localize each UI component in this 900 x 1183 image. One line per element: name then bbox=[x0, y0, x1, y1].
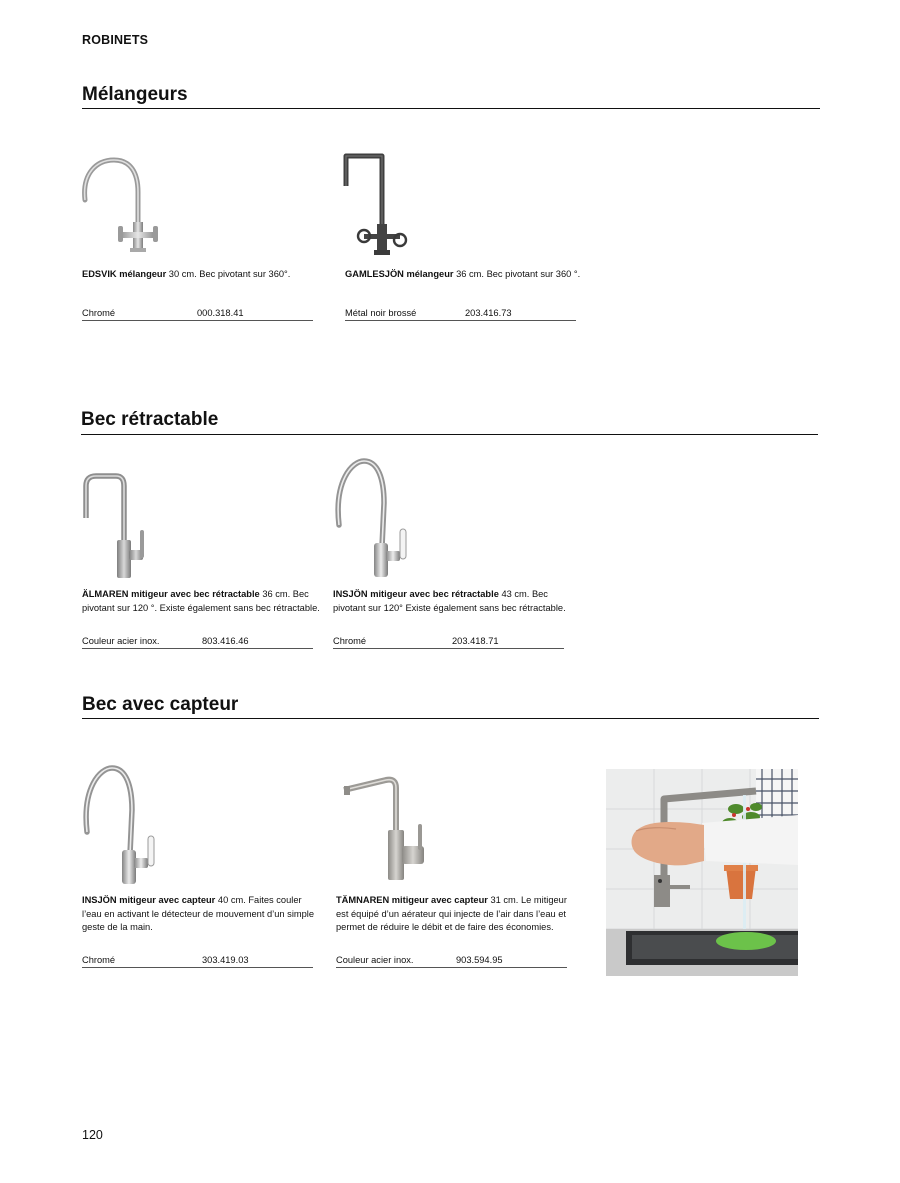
kitchen-sink-sensor-faucet-photo bbox=[606, 769, 798, 976]
product-name: INSJÖN mitigeur avec bec rétractable bbox=[333, 589, 499, 599]
variant-row bbox=[336, 955, 567, 968]
section-divider bbox=[82, 108, 820, 109]
product-gamlesjon bbox=[345, 268, 585, 282]
product-description: 36 cm. Bec pivotant sur 120 °. Existe également sans bec rétractable. bbox=[82, 589, 320, 613]
gooseneck-chrome-faucet-icon bbox=[80, 762, 160, 888]
variant-finish: Chromé bbox=[82, 308, 116, 318]
article-number: 903.594.95 bbox=[456, 955, 503, 965]
variant-finish: Chromé bbox=[82, 955, 116, 965]
section-title-bec-avec-capteur: Bec avec capteur bbox=[82, 694, 239, 715]
product-description: 40 cm. Faites couler l’eau en activant le détecteur de mouvement d’un simple geste de la main. bbox=[82, 895, 315, 933]
product-name: INSJÖN mitigeur avec capteur bbox=[82, 895, 216, 905]
article-number: 203.416.73 bbox=[465, 308, 512, 318]
variant-finish: Couleur acier inox. bbox=[82, 636, 160, 646]
variant-row bbox=[82, 636, 313, 649]
angular-steel-faucet-icon bbox=[80, 470, 154, 582]
product-almaren bbox=[82, 588, 322, 615]
variant-finish: Couleur acier inox. bbox=[336, 955, 414, 965]
product-name: TÄMNAREN mitigeur avec capteur bbox=[336, 895, 488, 905]
product-name: EDSVIK mélangeur bbox=[82, 269, 167, 279]
article-number: 203.418.71 bbox=[452, 636, 499, 646]
product-description: 36 cm. Bec pivotant sur 360 °. bbox=[453, 269, 581, 279]
variant-row bbox=[82, 308, 313, 321]
product-tamnaren bbox=[336, 894, 576, 935]
two-wheel-black-faucet-icon bbox=[338, 150, 418, 260]
variant-row bbox=[345, 308, 576, 321]
two-handle-chrome-faucet-icon bbox=[78, 152, 168, 256]
variant-row bbox=[333, 636, 564, 649]
product-description: 30 cm. Bec pivotant sur 360°. bbox=[166, 269, 291, 279]
section-divider bbox=[81, 434, 818, 435]
product-description: 43 cm. Bec pivotant sur 120° Existe également sans bec rétractable. bbox=[333, 589, 566, 613]
product-name: GAMLESJÖN mélangeur bbox=[345, 269, 454, 279]
product-name: ÄLMAREN mitigeur avec bec rétractable bbox=[82, 589, 260, 599]
product-insjon-retractable bbox=[333, 588, 573, 615]
variant-finish: Métal noir brossé bbox=[345, 308, 417, 318]
gooseneck-chrome-faucet-icon bbox=[332, 455, 412, 581]
variant-row bbox=[82, 955, 313, 968]
product-edsvik bbox=[82, 268, 322, 282]
page-number: 120 bbox=[82, 1128, 103, 1142]
product-insjon-sensor bbox=[82, 894, 322, 935]
variant-finish: Chromé bbox=[333, 636, 367, 646]
section-title-melangeurs: Mélangeurs bbox=[82, 84, 188, 105]
section-title-bec-retractable: Bec rétractable bbox=[81, 409, 219, 430]
article-number: 803.416.46 bbox=[202, 636, 249, 646]
product-description: 31 cm. Le mitigeur est équipé d’un aérateur qui injecte de l’air dans l’eau et permet de réduire le débit et de faire des économies. bbox=[336, 895, 567, 933]
article-number: 303.419.03 bbox=[202, 955, 249, 965]
category-title: ROBINETS bbox=[82, 33, 149, 47]
article-number: 000.318.41 bbox=[197, 308, 244, 318]
angular-steel-faucet-icon bbox=[338, 770, 430, 884]
section-divider bbox=[82, 718, 819, 719]
